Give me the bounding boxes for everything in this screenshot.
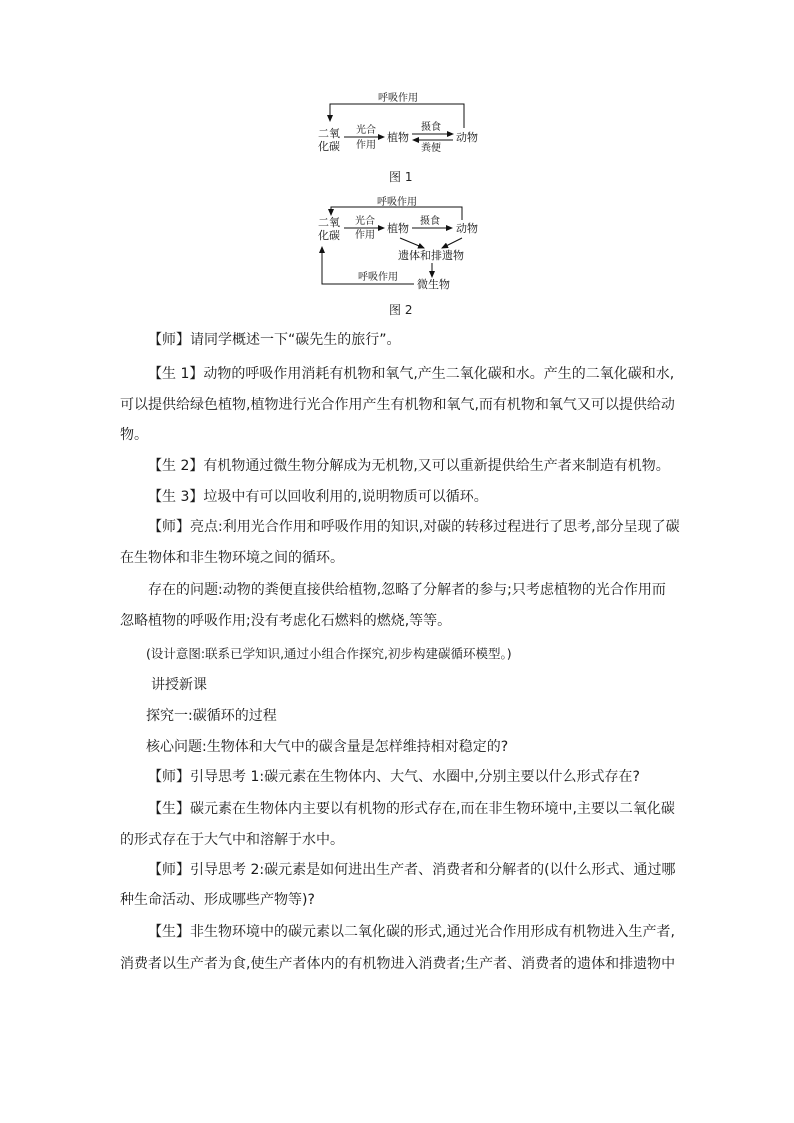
fig1-eat-label: 摄食 — [421, 122, 441, 133]
para-student2: 【生 2】有机物通过微生物分解成为无机物,又可以重新提供给生产者来制造有机物。 — [148, 458, 670, 474]
carbon-cycle-diagrams — [0, 0, 794, 330]
para-student-answer2-l1: 【生】非生物环境中的碳元素以二氧化碳的形式,通过光合作用形成有机物进入生产者, — [148, 924, 675, 940]
fig1-plant: 植物 — [387, 131, 409, 144]
figure-1 — [318, 91, 478, 154]
para-problems-l2: 忽略植物的呼吸作用;没有考虑化石燃料的燃烧,等等。 — [120, 613, 452, 629]
para-explore-one: 探究一:碳循环的过程 — [146, 708, 277, 724]
fig2-respiration-bottom-label: 呼吸作用 — [358, 272, 398, 283]
para-student1-l1: 【生 1】动物的呼吸作用消耗有机物和氧气,产生二氧化碳和水。产生的二氧化碳和水, — [148, 366, 675, 382]
fig1-co2-line1: 二氧 — [318, 127, 340, 140]
para-design-intent: (设计意图:联系已学知识,通过小组合作探究,初步构建碳循环模型。) — [146, 646, 512, 661]
fig1-respiration-loop — [330, 104, 464, 128]
fig2-co2-line1: 二氧 — [318, 216, 340, 229]
fig2-respiration-top-label: 呼吸作用 — [377, 197, 417, 208]
para-problems-l1: 存在的问题:动物的粪便直接供给植物,忽略了分解者的参与;只考虑植物的光合作用而 — [148, 582, 666, 598]
figure-1-caption: 图 1 — [389, 170, 413, 184]
fig1-animal: 动物 — [456, 131, 478, 144]
para-core-question: 核心问题:生物体和大气中的碳含量是怎样维持相对稳定的? — [146, 739, 509, 755]
fig2-microbe: 微生物 — [417, 278, 450, 291]
para-teacher-ask: 【师】请同学概述一下“碳先生的旅行”。 — [148, 332, 401, 348]
fig2-animal-to-remains-arrow — [442, 238, 462, 248]
fig2-animal: 动物 — [456, 222, 478, 235]
para-teacher-highlight-l2: 在生物体和非生物环境之间的循环。 — [120, 550, 344, 566]
para-guide1: 【师】引导思考 1:碳元素在生物体内、大气、水圈中,分别主要以什么形式存在? — [148, 769, 640, 785]
fig1-photosynthesis-line2: 作用 — [356, 140, 376, 151]
fig2-photosynthesis-line2: 作用 — [355, 230, 375, 241]
para-teacher-highlight-l1: 【师】亮点:利用光合作用和呼吸作用的知识,对碳的转移过程进行了思考,部分呈现了碳 — [148, 519, 680, 535]
fig1-photosynthesis-line1: 光合 — [356, 125, 376, 136]
fig2-plant-to-remains-arrow — [400, 238, 424, 248]
para-guide2-l2: 种生命活动、形成哪些产物等)? — [120, 892, 315, 908]
fig2-respiration-top-loop — [331, 207, 462, 220]
fig2-eat-label: 摄食 — [420, 216, 440, 227]
fig2-remains: 遗体和排遗物 — [398, 249, 464, 262]
figure-2 — [318, 195, 478, 291]
para-student-answer2-l2: 消费者以生产者为食,使生产者体内的有机物进入消费者;生产者、消费者的遗体和排遗物中 — [120, 956, 676, 972]
fig2-plant: 植物 — [387, 222, 409, 235]
fig1-feces-label: 粪便 — [421, 143, 441, 154]
para-student-answer1-l1: 【生】碳元素在生物体内主要以有机物的形式存在,而在非生物环境中,主要以二氧化碳 — [148, 801, 675, 817]
figure-2-caption: 图 2 — [389, 303, 413, 317]
para-guide2-l1: 【师】引导思考 2:碳元素是如何进出生产者、消费者和分解者的(以什么形式、通过哪 — [148, 862, 676, 878]
fig1-respiration-label: 呼吸作用 — [378, 93, 418, 104]
section-heading-new-lesson: 讲授新课 — [151, 677, 207, 693]
para-student1-l2: 可以提供给绿色植物,植物进行光合作用产生有机物和氧气,而有机物和氧气又可以提供给动 — [120, 397, 675, 413]
fig1-co2-line2: 化碳 — [318, 140, 340, 153]
fig2-photosynthesis-line1: 光合 — [355, 216, 375, 227]
para-student-answer1-l2: 的形式存在于大气中和溶解于水中。 — [120, 832, 344, 848]
fig2-co2-line2: 化碳 — [318, 229, 340, 242]
para-student3: 【生 3】垃圾中有可以回收利用的,说明物质可以循环。 — [148, 489, 488, 505]
para-student1-l3: 物。 — [120, 427, 148, 443]
